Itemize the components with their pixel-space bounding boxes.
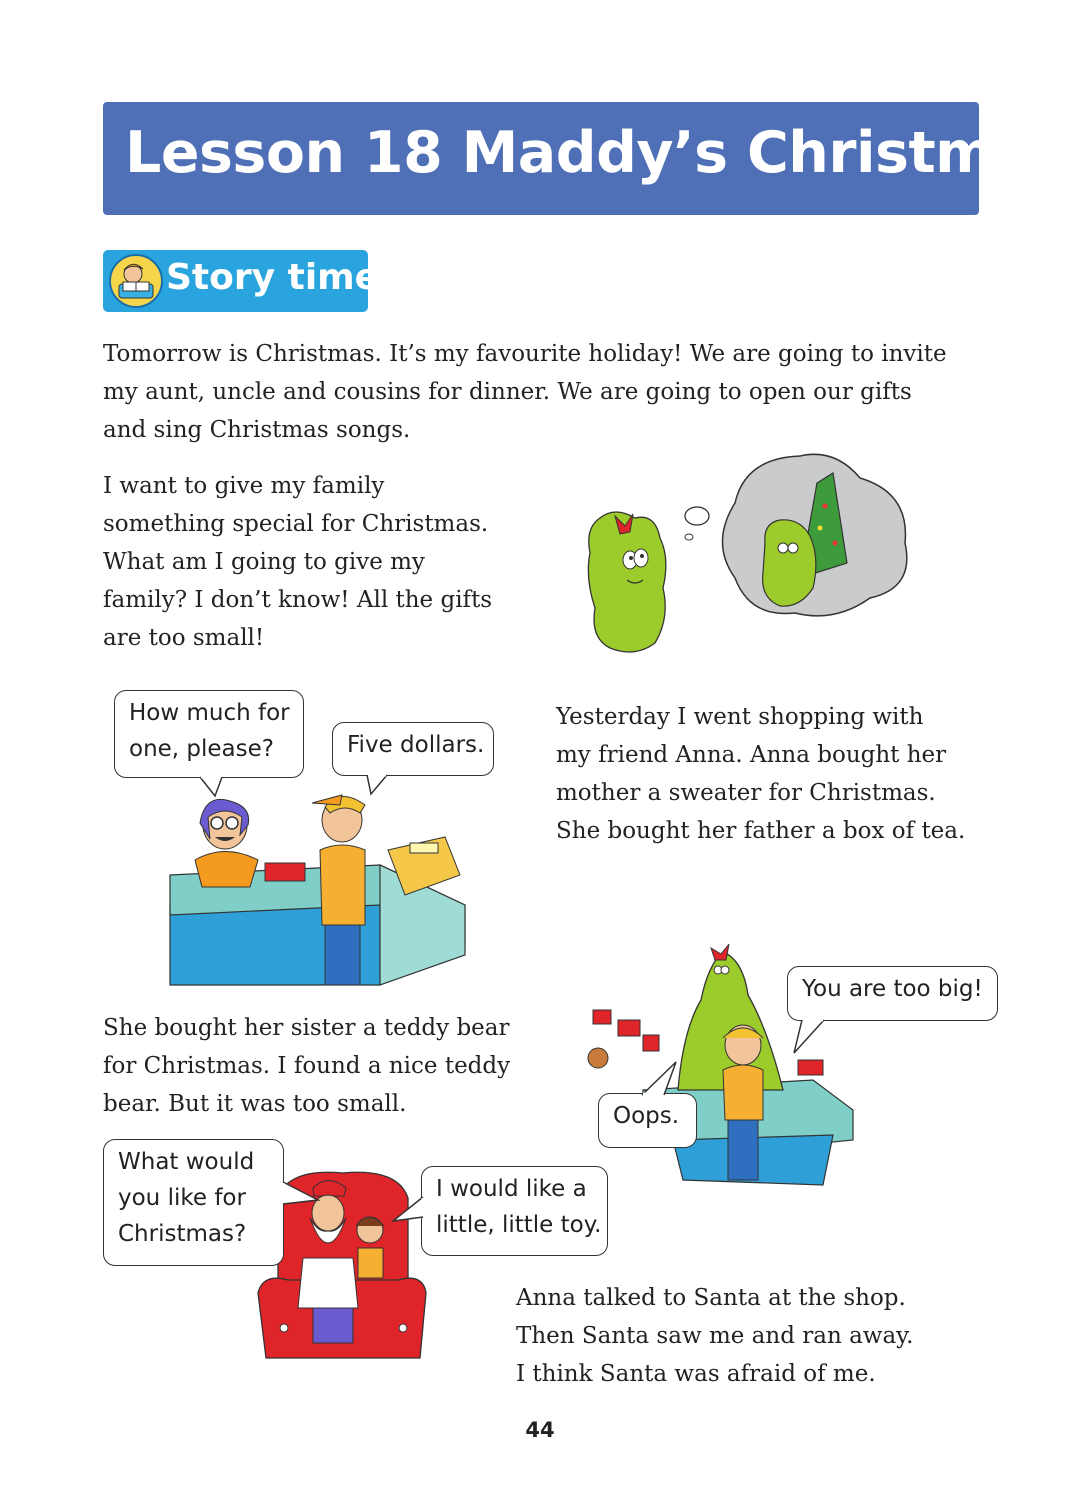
shopping-paragraph	[556, 698, 965, 850]
text-line: my friend Anna. Anna bought her	[556, 742, 947, 768]
bubble-tail	[792, 1019, 832, 1055]
speech-bubble-how-much	[114, 690, 304, 778]
page-number: 44	[525, 1418, 555, 1442]
text-line: and sing Christmas songs.	[103, 417, 411, 443]
bubble-tail	[640, 1060, 680, 1096]
thought-dot	[685, 534, 693, 540]
speech-bubble-santa-question	[103, 1139, 284, 1266]
teddy-paragraph	[103, 1009, 510, 1123]
bubble-line: one, please?	[129, 736, 274, 762]
speech-bubble-oops	[598, 1093, 697, 1148]
text-line: for Christmas. I found a nice teddy	[103, 1053, 511, 1079]
reading-child-icon	[109, 254, 163, 308]
text-line: What am I going to give my	[103, 549, 425, 575]
text-line: are too small!	[103, 625, 265, 651]
text-line: She bought her sister a teddy bear	[103, 1015, 510, 1041]
lesson-title: Lesson 18 Maddy’s Christmas	[125, 120, 1066, 186]
story-time-label: Story time	[166, 257, 380, 298]
text-line: I think Santa was afraid of me.	[516, 1361, 876, 1387]
gift-box	[265, 863, 305, 881]
text-line: family? I don’t know! All the gifts	[103, 587, 493, 613]
text-line: mother a sweater for Christmas.	[556, 780, 936, 806]
bubble-tail	[365, 774, 395, 796]
text-line: Yesterday I went shopping with	[556, 704, 924, 730]
bubble-line: Oops.	[613, 1103, 680, 1129]
bubble-tail	[282, 1180, 322, 1210]
shop-counter-illustration	[170, 795, 470, 985]
lesson-title-bar	[103, 102, 1066, 215]
text-line: Then Santa saw me and ran away.	[516, 1323, 914, 1349]
bubble-line: How much for	[129, 700, 290, 726]
speech-bubble-little-toy	[421, 1166, 608, 1256]
intro-paragraph	[103, 335, 947, 449]
speech-bubble-five-dollars	[332, 722, 494, 776]
monster-thinking-illustration	[585, 448, 915, 658]
santa-paragraph	[516, 1279, 913, 1393]
text-line: my aunt, uncle and cousins for dinner. We are going to open our gifts	[103, 379, 912, 405]
bubble-tail	[392, 1195, 424, 1225]
bubble-line: What would	[118, 1149, 255, 1175]
small-monster	[763, 520, 816, 606]
bubble-line: I would like a	[436, 1176, 587, 1202]
thought-dot	[685, 507, 709, 525]
text-line: I want to give my family	[103, 473, 385, 499]
text-line: something special for Christmas.	[103, 511, 489, 537]
bubble-line: Christmas?	[118, 1221, 247, 1247]
bubble-line: You are too big!	[802, 976, 983, 1002]
gifts-paragraph	[103, 467, 492, 657]
text-line: Anna talked to Santa at the shop.	[516, 1285, 906, 1311]
bubble-line: you like for	[118, 1185, 246, 1211]
bubble-line: little, little toy.	[436, 1212, 602, 1238]
story-time-badge	[103, 250, 380, 312]
bubble-line: Five dollars.	[347, 732, 485, 758]
text-line: bear. But it was too small.	[103, 1091, 407, 1117]
text-line: She bought her father a box of tea.	[556, 818, 966, 844]
text-line: Tomorrow is Christmas. It’s my favourite holiday! We are going to invite	[103, 341, 947, 367]
teddy-bear	[588, 1048, 608, 1068]
speech-bubble-too-big	[787, 966, 998, 1021]
